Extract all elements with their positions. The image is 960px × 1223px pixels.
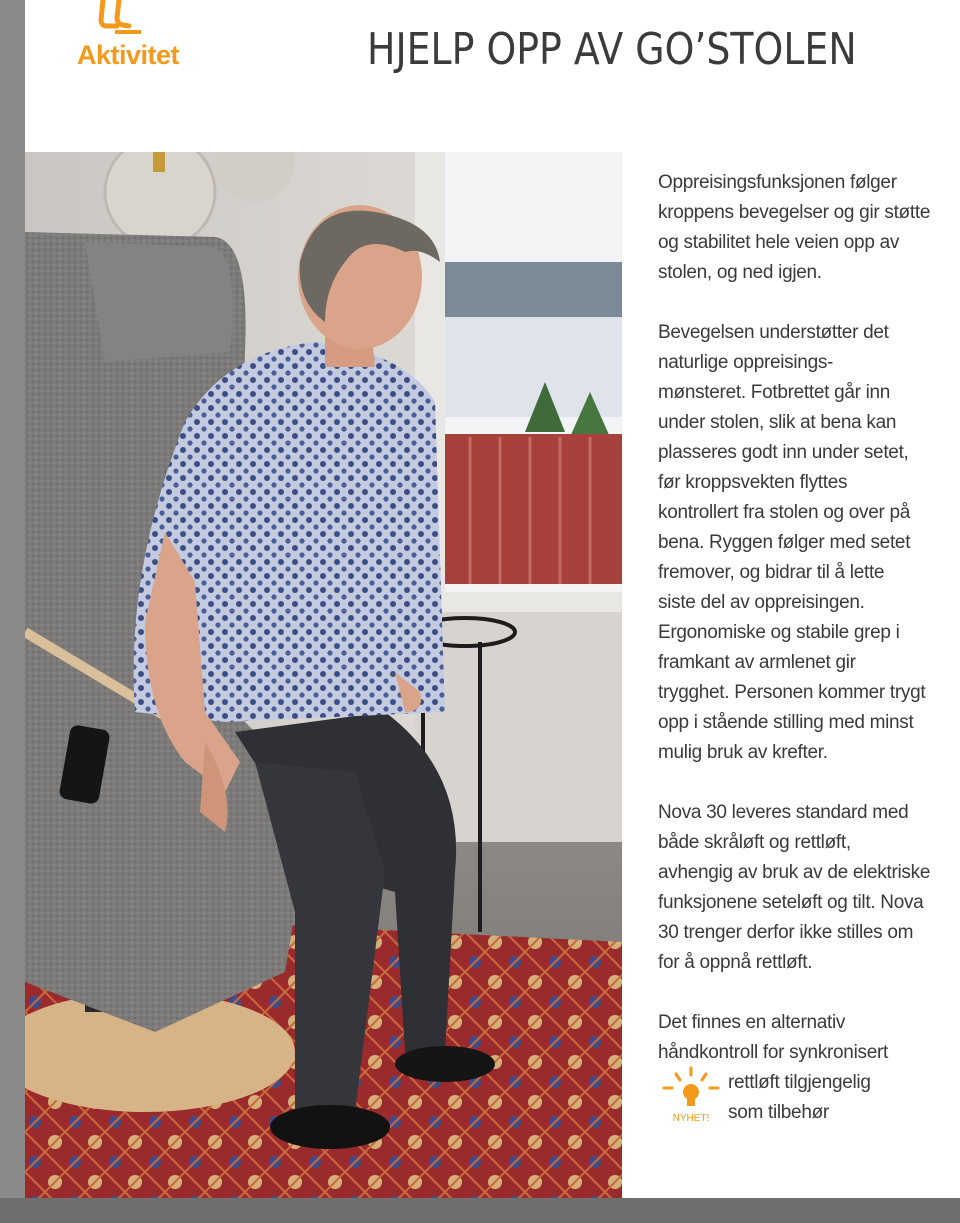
nyhet-badge <box>658 1066 724 1126</box>
page-title: HJELP OPP AV GO’STOLEN <box>367 24 857 75</box>
lightbulb-icon <box>658 1066 724 1112</box>
page-edge <box>0 1198 960 1223</box>
accessory-note-line: rettløft tilgjengelig <box>728 1072 871 1093</box>
brand-block <box>77 0 207 80</box>
accessory-note-line: Det finnes en alternativ <box>658 1012 846 1033</box>
paragraph: Nova 30 leveres standard med både skråløft og rettløft, avhengig av bruk av de elektriske funksjonene seteløft og tilt. Nova 30 trenger derfor ikke stilles om for å oppnå rettløft. <box>658 802 931 973</box>
accessory-note-line: håndkontroll for synkronisert <box>658 1042 888 1063</box>
walking-legs-icon <box>95 0 151 36</box>
accessory-note <box>658 1008 958 1128</box>
body-text-column <box>658 168 958 1128</box>
woman-rising-from-chair-photo <box>25 152 622 1198</box>
nyhet-label: NYHET! <box>672 1113 710 1124</box>
section-label: Aktivitet <box>77 40 180 70</box>
paragraph: Bevegelsen understøtter det naturlige oppreisings- mønsteret. Fotbrettet går inn under stolen, slik at bena kan plasseres godt inn under setet, før kroppsvekten flyttes kontrollert fra stolen og over på bena. Ryggen følger med setet fremover, og bidrar til å lette siste del av oppreisingen. Ergonomiske og stabile grep i framkant av armlenet gir trygghet. Personen kommer trygt opp i stående stilling med minst mulig bruk av krefter. <box>658 322 926 763</box>
brochure-page <box>25 0 960 1198</box>
accessory-note-line: som tilbehør <box>728 1102 829 1123</box>
paragraph: Oppreisingsfunksjonen følger kroppens bevegelser og gir støtte og stabilitet hele veien opp av stolen, og ned igjen. <box>658 172 931 283</box>
